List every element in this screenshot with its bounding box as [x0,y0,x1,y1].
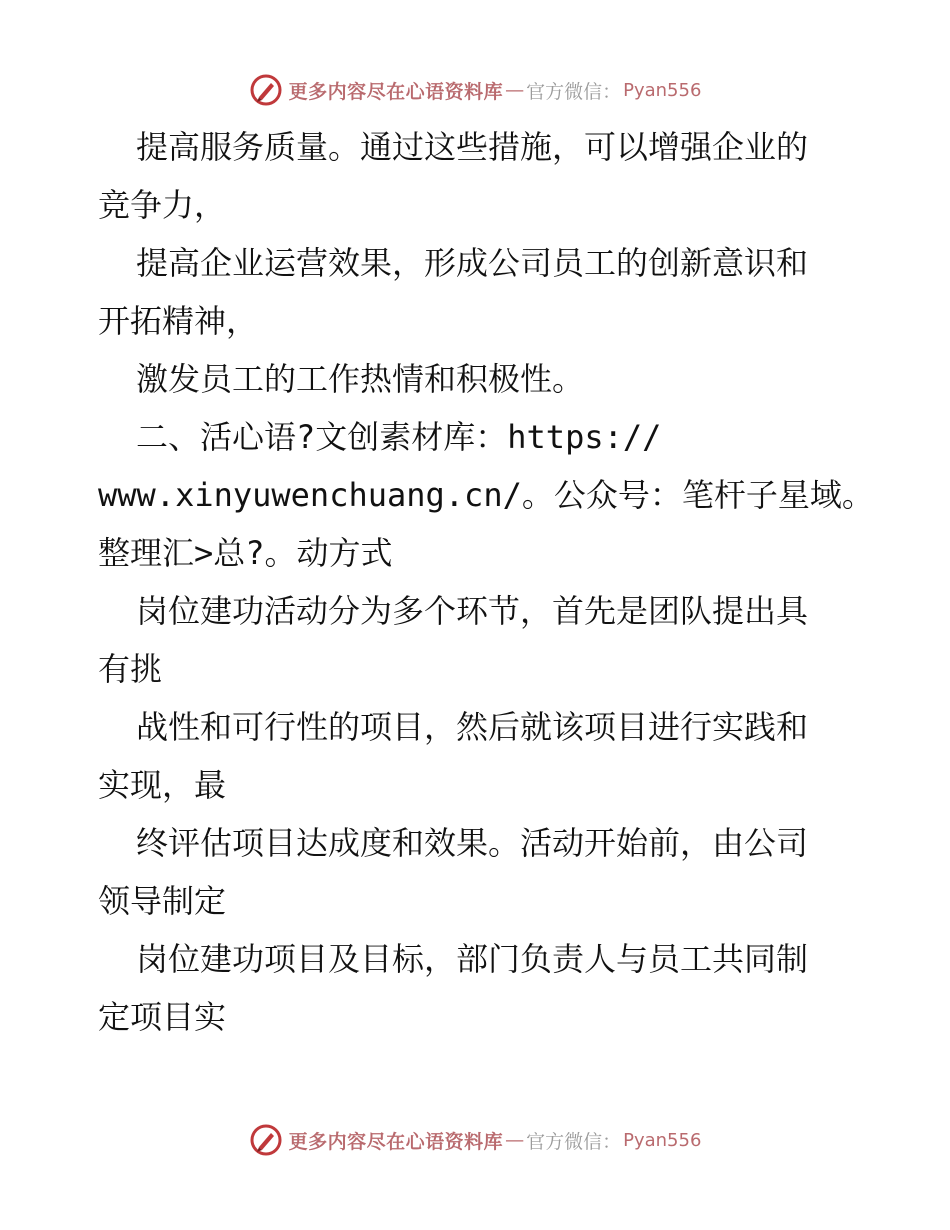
text-line: 实现，最 [98,766,227,804]
banner-wechat-id: Pyan556 [623,1129,702,1151]
footer-banner[interactable] [0,1120,950,1160]
banner-main-text: 更多内容尽在心语资料库 [288,80,504,103]
banner-main-text: 更多内容尽在心语资料库 [288,1130,504,1153]
header-banner[interactable] [0,70,950,110]
banner-dash: — [505,1129,525,1151]
text-line: 定项目实 [98,998,227,1036]
text-line: 岗位建功活动分为多个环节，首先是团队提出具 [136,592,809,630]
text-line: 竞争力， [98,186,227,224]
banner-sub-text: 官方微信： [526,80,622,103]
text-line: www.xinyuwenchuang.cn/。公众号：笔杆子星域。 [98,476,874,514]
banner-wechat-id: Pyan556 [623,79,702,101]
document-body [98,118,874,1046]
text-line: 领导制定 [98,882,227,920]
text-line: 二、活心语?文创素材库：https:// [136,418,662,456]
banner-dash: — [505,79,525,101]
text-line: 开拓精神， [98,302,259,340]
text-line: 提高服务质量。通过这些措施，可以增强企业的 [136,128,809,166]
text-line: 整理汇>总?。动方式 [98,534,393,572]
pen-logo-icon [249,1123,283,1157]
text-line: 战性和可行性的项目，然后就该项目进行实践和 [136,708,809,746]
text-line: 激发员工的工作热情和积极性。 [136,360,585,398]
text-line: 终评估项目达成度和效果。活动开始前，由公司 [136,824,809,862]
text-line: 岗位建功项目及目标，部门负责人与员工共同制 [136,940,809,978]
banner-sub-text: 官方微信： [526,1130,622,1153]
text-line: 有挑 [98,650,163,688]
pen-logo-icon [249,73,283,107]
text-line: 提高企业运营效果，形成公司员工的创新意识和 [136,244,809,282]
